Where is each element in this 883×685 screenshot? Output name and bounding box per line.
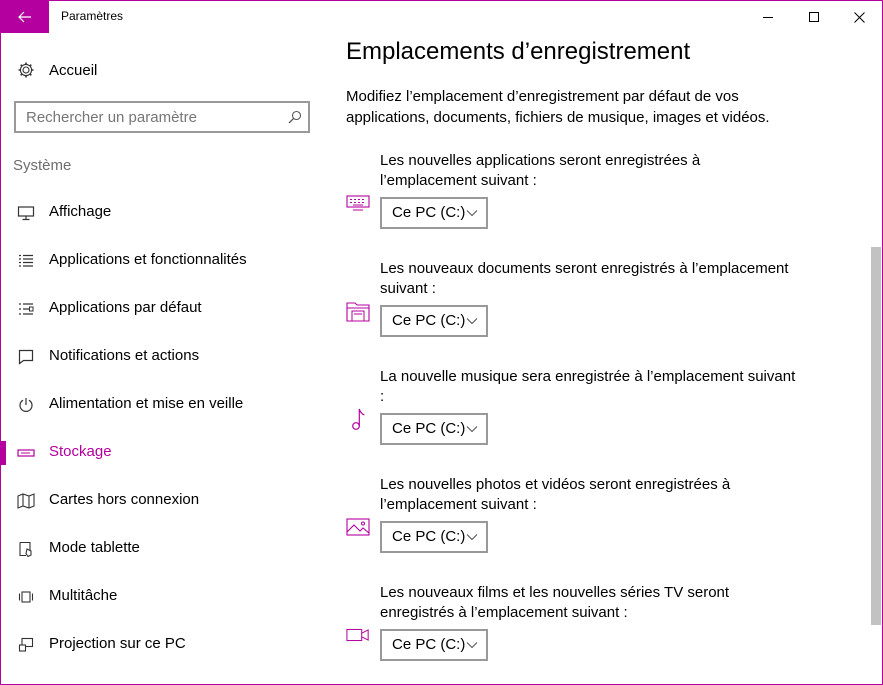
setting-label: Les nouveaux documents seront enregistrés à l’emplacement suivant : (380, 260, 789, 297)
keyboard-icon (346, 191, 370, 215)
setting-new-music (346, 367, 806, 475)
location-dropdown-music[interactable] (380, 413, 488, 445)
back-button[interactable] (1, 1, 49, 33)
sidebar-item-label: Cartes hors connexion (49, 491, 200, 508)
setting-label: La nouvelle musique sera enregistrée à l’emplacement suivant : (380, 368, 796, 405)
sidebar-item-apps-features[interactable] (1, 241, 326, 281)
sidebar-item-tablet-mode[interactable] (1, 529, 326, 569)
location-dropdown-apps[interactable] (380, 197, 488, 229)
multitask-icon (16, 587, 36, 607)
gear-icon (16, 60, 36, 80)
sidebar-item-power[interactable] (1, 385, 326, 425)
map-icon (16, 491, 36, 511)
apps-list-icon (16, 251, 36, 271)
setting-new-movies (346, 583, 806, 685)
dropdown-value: Ce PC (C:) (392, 420, 466, 437)
close-icon (854, 12, 865, 23)
tablet-icon (16, 539, 36, 559)
location-dropdown-movies[interactable] (380, 629, 488, 661)
setting-new-apps (346, 151, 806, 259)
window-title: Paramètres (61, 9, 124, 23)
sidebar-item-notifications[interactable] (1, 337, 326, 377)
maximize-button[interactable] (791, 1, 837, 33)
sidebar-item-offline-maps[interactable] (1, 481, 326, 521)
chevron-down-icon (466, 531, 478, 543)
sidebar-item-home[interactable] (1, 53, 326, 87)
sidebar-item-label: Alimentation et mise en veille (49, 395, 244, 412)
close-button[interactable] (836, 1, 882, 33)
default-apps-icon (16, 299, 36, 319)
back-arrow-icon (18, 11, 32, 23)
video-camera-icon (346, 623, 370, 647)
sidebar-item-label: Multitâche (49, 587, 118, 604)
page-description: Modifiez l’emplacement d’enregistrement par défaut de vos applications, documents, fichiers de musique, images et vidéos. (346, 88, 770, 126)
sidebar-item-projection[interactable] (1, 625, 326, 665)
vertical-scrollbar[interactable] (870, 33, 882, 684)
documents-folder-icon (346, 299, 370, 323)
search-input[interactable] (14, 101, 310, 133)
sidebar-item-label: Notifications et actions (49, 347, 200, 364)
dropdown-value: Ce PC (C:) (392, 204, 466, 221)
display-icon (16, 203, 36, 223)
music-note-icon (346, 407, 370, 431)
sidebar-item-default-apps[interactable] (1, 289, 326, 329)
chevron-down-icon (466, 207, 478, 219)
sidebar-item-multitasking[interactable] (1, 577, 326, 617)
main-content (346, 33, 846, 684)
search-placeholder: Rechercher un paramètre (26, 109, 197, 126)
picture-icon (346, 515, 370, 539)
minimize-button[interactable] (745, 1, 791, 33)
location-dropdown-photos[interactable] (380, 521, 488, 553)
sidebar-item-label: Applications par défaut (49, 299, 202, 316)
minimize-icon (763, 12, 773, 22)
dropdown-value: Ce PC (C:) (392, 528, 466, 545)
sidebar-item-display[interactable] (1, 193, 326, 233)
chevron-down-icon (466, 423, 478, 435)
sidebar-item-label: Mode tablette (49, 539, 140, 556)
title-bar (1, 1, 882, 33)
setting-label: Les nouvelles photos et vidéos seront enregistrées à l’emplacement suivant : (380, 476, 731, 513)
home-label: Accueil (49, 61, 98, 79)
sidebar-item-label: Projection sur ce PC (49, 635, 186, 652)
maximize-icon (809, 12, 819, 22)
sidebar-item-label: Applications et fonctionnalités (49, 251, 247, 268)
storage-icon (16, 443, 36, 463)
setting-label: Les nouvelles applications seront enregistrées à l’emplacement suivant : (380, 152, 701, 189)
section-label-system: Système (13, 157, 72, 174)
setting-new-documents (346, 259, 806, 367)
notifications-icon (16, 347, 36, 367)
setting-new-photos (346, 475, 806, 583)
location-dropdown-documents[interactable] (380, 305, 488, 337)
scrollbar-thumb[interactable] (871, 247, 881, 625)
setting-label: Les nouveaux films et les nouvelles séries TV seront enregistrés à l’emplacement suivant : (380, 584, 730, 621)
dropdown-value: Ce PC (C:) (392, 636, 466, 653)
sidebar-item-label: Affichage (49, 203, 112, 220)
chevron-down-icon (466, 639, 478, 651)
sidebar-item-storage[interactable] (1, 433, 326, 473)
dropdown-value: Ce PC (C:) (392, 312, 466, 329)
search-icon[interactable] (288, 110, 302, 124)
chevron-down-icon (466, 315, 478, 327)
sidebar-item-label: Stockage (49, 443, 112, 460)
power-icon (16, 395, 36, 415)
selection-indicator (1, 441, 6, 465)
projection-icon (16, 635, 36, 655)
page-title: Emplacements d’enregistrement (346, 38, 691, 65)
sidebar (1, 33, 326, 684)
